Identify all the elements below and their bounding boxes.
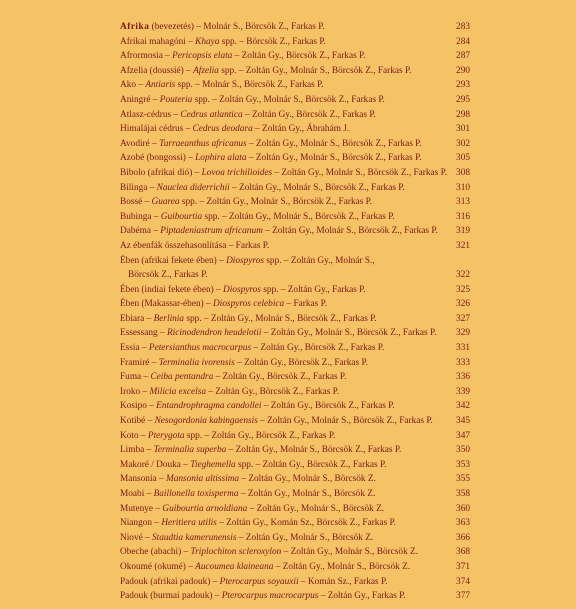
toc-entry-text [120,195,372,210]
toc-entry-text [120,20,325,35]
scientific-name: Berlinia [153,313,185,324]
entry-title: Ében (indiai fekete ében) – [120,284,223,295]
toc-entry-text [120,589,406,604]
entry-authors: – Zoltán Gy., Molnár S., Börcsök Z. [273,561,411,572]
toc-entry-text [120,516,396,531]
scientific-name: Guibourtia [160,211,203,222]
scientific-name: Terminalia ivorensis [158,357,235,368]
toc-entry-text [120,137,420,152]
scientific-name: Cedrus atlantica [180,109,243,120]
toc-entry [120,20,470,35]
scientific-name: Afzelia [193,65,219,76]
entry-title: Bibolo (afrikai dió) – [120,167,202,178]
page-number: 374 [456,576,470,587]
toc-entry [120,49,470,64]
scientific-name: Aucoumea klaineana [195,561,274,572]
entry-authors: – Komán Sz., Farkas P. [298,576,388,587]
page-number: 308 [456,167,470,178]
page-number: 329 [456,328,470,339]
entry-title: Mansonia – [120,474,166,485]
entry-authors: spp. – Zoltán Gy., Farkas P. [260,284,366,295]
entry-title: Aningré – [120,94,160,105]
toc-entry-text [120,108,376,123]
scientific-name: Pouteria [159,94,193,105]
toc-entry [120,151,470,166]
entry-title: Okoumé (okumé) – [120,561,196,572]
entry-authors: – Zoltán Gy., Börcsök Z., Farkas P. [251,343,385,354]
toc-entry [120,239,470,254]
entry-authors: – Zoltán Gy., Molnár S., Börcsök Z., Farkas P. [226,445,402,456]
toc-entry [120,356,470,371]
toc-entry-text [120,166,448,181]
page-number: 319 [456,226,470,237]
toc-entry-text [120,575,387,590]
entry-authors: – Zoltán Gy., Molnár S., Börcsök Z. [281,547,419,558]
toc-entry [120,414,470,429]
entry-authors: – Zoltán Gy., Farkas P. [318,591,406,602]
entry-authors: spp. – Zoltán Gy., Börcsök Z., Farkas P. [184,430,336,441]
toc-entry-text [120,254,375,269]
entry-title: Himalájai cédrus – [120,124,193,135]
toc-entry [120,531,470,546]
page-number: 345 [456,416,470,427]
entry-authors: spp. – Zoltán Gy., Molnár S., [263,255,375,266]
scientific-name: Ricinodendron heudelotii [167,328,262,339]
scientific-name: Pterygota [147,430,185,441]
toc-entry-text [120,297,327,312]
toc-entry-text [120,210,395,225]
toc-entry [120,254,470,269]
toc-entry-text [120,414,433,429]
entry-authors: – Zoltán Gy., Molnár S., Börcsök Z. [239,474,376,485]
entry-title: Azobé (bongossi) – [120,153,196,164]
toc-entry [120,195,470,210]
toc-entry-text [120,385,339,400]
page-number: 298 [456,109,470,120]
entry-authors: – Zoltán Gy., Molnár S., Börcsök Z., Farkas P. [229,182,405,193]
page-number: 360 [456,503,470,514]
page-number: 339 [456,386,470,397]
scientific-name: Piptadeniastrum africanum [160,226,263,237]
entry-title: Bossé – [120,197,152,208]
entry-title: Essia – [120,343,149,354]
toc-entry-text [120,151,420,166]
page-number: 371 [456,561,470,572]
entry-title: Mutenye – [120,503,163,514]
page-number: 355 [456,474,470,485]
toc-entry [120,283,470,298]
scientific-name: Lovoa trichilioides [201,167,273,178]
entry-title: Ebiara – [120,313,154,324]
page-number: 368 [456,547,470,558]
toc-entry-text [120,239,269,254]
toc-entry [120,429,470,444]
toc-entry [120,210,470,225]
toc-entry [120,472,470,487]
toc-entry-text [120,224,438,239]
entry-authors: – Zoltán Gy., Molnár S., Börcsök Z., Farkas P. [257,416,433,427]
scientific-name: Baillonella toxisperma [153,489,239,499]
page-number: 283 [456,22,470,32]
toc-entry [120,122,470,137]
page-number: 295 [456,94,470,105]
toc-entry-text [120,356,368,371]
toc-entry-text [120,326,437,341]
toc-entry-text [120,78,324,93]
entry-authors: spp. – Zoltán Gy., Börcsök Z., Farkas P. [235,459,387,470]
toc-entry-text [120,443,401,458]
entry-authors: – Zoltán Gy., Molnár S., Börcsök Z. [236,532,374,543]
toc-entry [120,487,470,502]
entry-title: Dabéma – [120,226,161,237]
entry-title: Ében (Makassar-ében) – [120,299,214,310]
entry-authors: – Zoltán Gy., Molnár S., Börcsök Z., Farkas P. [272,167,448,178]
toc-entry [120,137,470,152]
entry-title: Limba – [120,445,154,456]
entry-title: Niové – [120,532,153,543]
toc-entry [120,35,470,50]
entry-authors: – Zoltán Gy., Molnár S., Börcsök Z., Farkas P. [261,328,437,339]
scientific-name: Guibourtia arnoldiana [162,503,248,514]
toc-entry [120,589,470,604]
toc-entry-text [120,312,377,327]
entry-title: Az ébenfák összehasonlítása – Farkas P. [120,240,270,251]
entry-title: Bilinga – [120,182,157,193]
entry-authors: – Zoltán Gy., Komán Sz., Börcsök Z., Farkas P. [216,518,396,529]
toc-entry-text [120,49,366,64]
entry-authors: (bevezetés) – Molnár S., Börcsök Z., Farkas P. [149,22,325,32]
entry-title: Avodiré – [120,138,160,149]
entry-authors: spp. – Zoltán Gy., Molnár S., Börcsök Z., Farkas P. [179,197,373,208]
entry-authors: spp. – Zoltán Gy., Molnár S., Börcsök Z., Farkas P. [192,94,385,105]
scientific-name: Guarea [151,197,180,208]
toc-entry-text [120,93,385,108]
entry-authors: – Zoltán Gy., Börcsök Z., Farkas P. [213,372,347,383]
toc-entry [120,326,470,341]
entry-title: Afrormosia – [120,51,173,62]
toc-entry-text [120,458,386,473]
scientific-name: Staudtia kamerunensis [152,532,237,543]
page-number: 377 [456,591,470,602]
toc-entry [120,64,470,79]
page-number: 336 [456,372,470,383]
entry-authors: spp. – Zoltán Gy., Molnár S., Börcsök Z., Farkas P. [202,211,395,222]
page-number: 325 [456,284,470,295]
toc-entry-text [120,531,373,546]
toc-entry-text [120,341,384,356]
entry-authors: – Zoltán Gy., Molnár S., Börcsök Z., Farkas P. [262,226,438,237]
page-number: 358 [456,489,470,499]
entry-authors: – Zoltán Gy., Börcsök Z., Farkas P. [242,109,376,120]
toc-entry-text [120,268,208,283]
scientific-name: Triplochiton scleroxylon [190,547,282,558]
entry-title: Afrika [120,22,150,32]
entry-authors: – Zoltán Gy., Molnár S., Börcsök Z. [247,503,385,514]
entry-title: Framiré – [120,357,159,368]
table-of-contents [120,20,470,604]
page-number: 305 [456,153,470,164]
scientific-name: Entandrophragma candollei [156,401,262,412]
page-number: 333 [456,357,470,368]
page-number: 290 [456,65,470,76]
toc-entry-text [120,283,366,298]
scientific-name: Cedrus deodara [192,124,253,135]
entry-title: Kotibé – [120,416,155,427]
scientific-name: Milicia excelsa [149,386,206,397]
entry-title: Afrikai mahagóni – [120,36,196,47]
toc-entry-text [120,429,335,444]
toc-entry [120,458,470,473]
toc-entry [120,502,470,517]
toc-entry [120,224,470,239]
entry-title: Bubinga – [120,211,161,222]
toc-entry [120,78,470,93]
scientific-name: Heritiera utilis [161,518,217,529]
scientific-name: Ceiba pentandra [150,372,214,383]
scientific-name: Mansonia altissima [165,474,240,485]
toc-entry [120,545,470,560]
toc-entry-text [120,502,384,517]
page-number: 322 [456,270,470,281]
entry-title: Börcsök Z., Farkas P. [128,270,208,281]
entry-title: Fuma – [120,372,151,383]
toc-entry-text [120,560,410,575]
toc-entry [120,516,470,531]
page-number: 326 [456,299,470,310]
entry-authors: – Zoltán Gy., Börcsök Z., Farkas P. [234,357,368,368]
entry-title: Ako – [120,80,146,91]
toc-entry [120,341,470,356]
toc-entry-text [120,181,405,196]
page-number: 347 [456,430,470,441]
entry-authors: spp. – Zoltán Gy., Molnár S., Börcsök Z., Farkas P. [218,65,412,76]
toc-entry [120,312,470,327]
page-number: 313 [456,197,470,208]
entry-title: Afzelia (doussié) – [120,65,194,76]
scientific-name: Diospyros [223,284,261,295]
entry-title: Iroko – [120,386,150,397]
page-number: 301 [456,124,470,135]
entry-title: Padouk (afrikai padouk) – [120,576,220,587]
entry-title: Atlasz-cédrus – [120,109,181,120]
scientific-name: Tieghemella [190,459,236,470]
scientific-name: Nauclea diderrichii [156,182,230,193]
page-number: 353 [456,459,470,470]
toc-entry-text [120,472,376,487]
scientific-name: Lophira alata [195,153,247,164]
toc-entry-text [120,122,349,137]
toc-entry [120,93,470,108]
scientific-name: Nesogordonia kabingaensis [154,416,258,427]
toc-entry [120,166,470,181]
scientific-name: Khaya [195,36,220,47]
entry-title: Moabi – [120,489,154,499]
scientific-name: Diospyros celebica [213,299,285,310]
toc-entry-text [120,545,418,560]
toc-entry [120,268,470,283]
entry-title: Kosipo – [120,401,157,412]
page-number: 327 [456,313,470,324]
scientific-name: Petersianthus macrocarpus [148,343,252,354]
page-number: 321 [456,240,470,251]
entry-title: Padouk (burmai padouk) – [120,591,222,602]
scientific-name: Pterocarpus soyauxii [219,576,299,587]
entry-title: Ében (afrikai fekete ében) – [120,255,227,266]
scientific-name: Diospyros [226,255,264,266]
toc-entry [120,370,470,385]
entry-authors: spp. – Zoltán Gy., Molnár S., Börcsök Z., Farkas P. [184,313,377,324]
scientific-name: Terminalia superba [153,445,227,456]
page-number: 293 [456,80,470,91]
page-number: 366 [456,532,470,543]
entry-title: Koto – [120,430,148,441]
entry-authors: – Zoltán Gy., Molnár S., Börcsök Z. [238,489,376,499]
toc-entry-text [120,64,411,79]
toc-entry [120,108,470,123]
page-number: 302 [456,138,470,149]
toc-entry [120,443,470,458]
entry-authors: spp. – Molnár S., Börcsök Z., Farkas P. [175,80,324,91]
page-number: 350 [456,445,470,456]
page-number: 287 [456,51,470,62]
entry-authors: – Zoltán Gy., Ábrahám J. [252,124,350,135]
entry-authors: – Farkas P. [284,299,328,310]
toc-entry-text [120,35,326,50]
toc-entry [120,181,470,196]
toc-entry-text [120,487,375,502]
toc-entry-text [120,399,395,414]
page-number: 331 [456,343,470,354]
entry-title: Makoré / Douka – [120,459,191,470]
entry-authors: – Zoltán Gy., Börcsök Z., Farkas P. [232,51,366,62]
entry-authors: – Zoltán Gy., Börcsök Z., Farkas P. [205,386,340,397]
entry-authors: – Zoltán Gy., Börcsök Z., Farkas P. [261,401,395,412]
scientific-name: Pterocarpus macrocarpus [221,591,319,602]
scientific-name: Antiaris [145,80,176,91]
entry-authors: – Zoltán Gy., Molnár S., Börcsök Z., Farkas P. [246,153,422,164]
page-number: 363 [456,518,470,529]
toc-entry [120,385,470,400]
toc-entry [120,399,470,414]
toc-entry-text [120,370,346,385]
toc-entry [120,297,470,312]
toc-entry [120,575,470,590]
toc-entry [120,560,470,575]
page-number: 310 [456,182,470,193]
page-number: 342 [456,401,470,412]
scientific-name: Pericopsis elata [172,51,233,62]
page-number: 284 [456,36,470,47]
entry-authors: spp. – Börcsök Z., Farkas P. [219,36,326,47]
entry-title: Essessang – [120,328,167,339]
entry-title: Niangon – [120,518,162,529]
entry-authors: – Zoltán Gy., Molnár S., Börcsök Z., Farkas P. [246,138,422,149]
entry-title: Obeche (abachi) – [120,547,191,558]
page-number: 316 [456,211,470,222]
scientific-name: Turraeanthus africanus [159,138,247,149]
